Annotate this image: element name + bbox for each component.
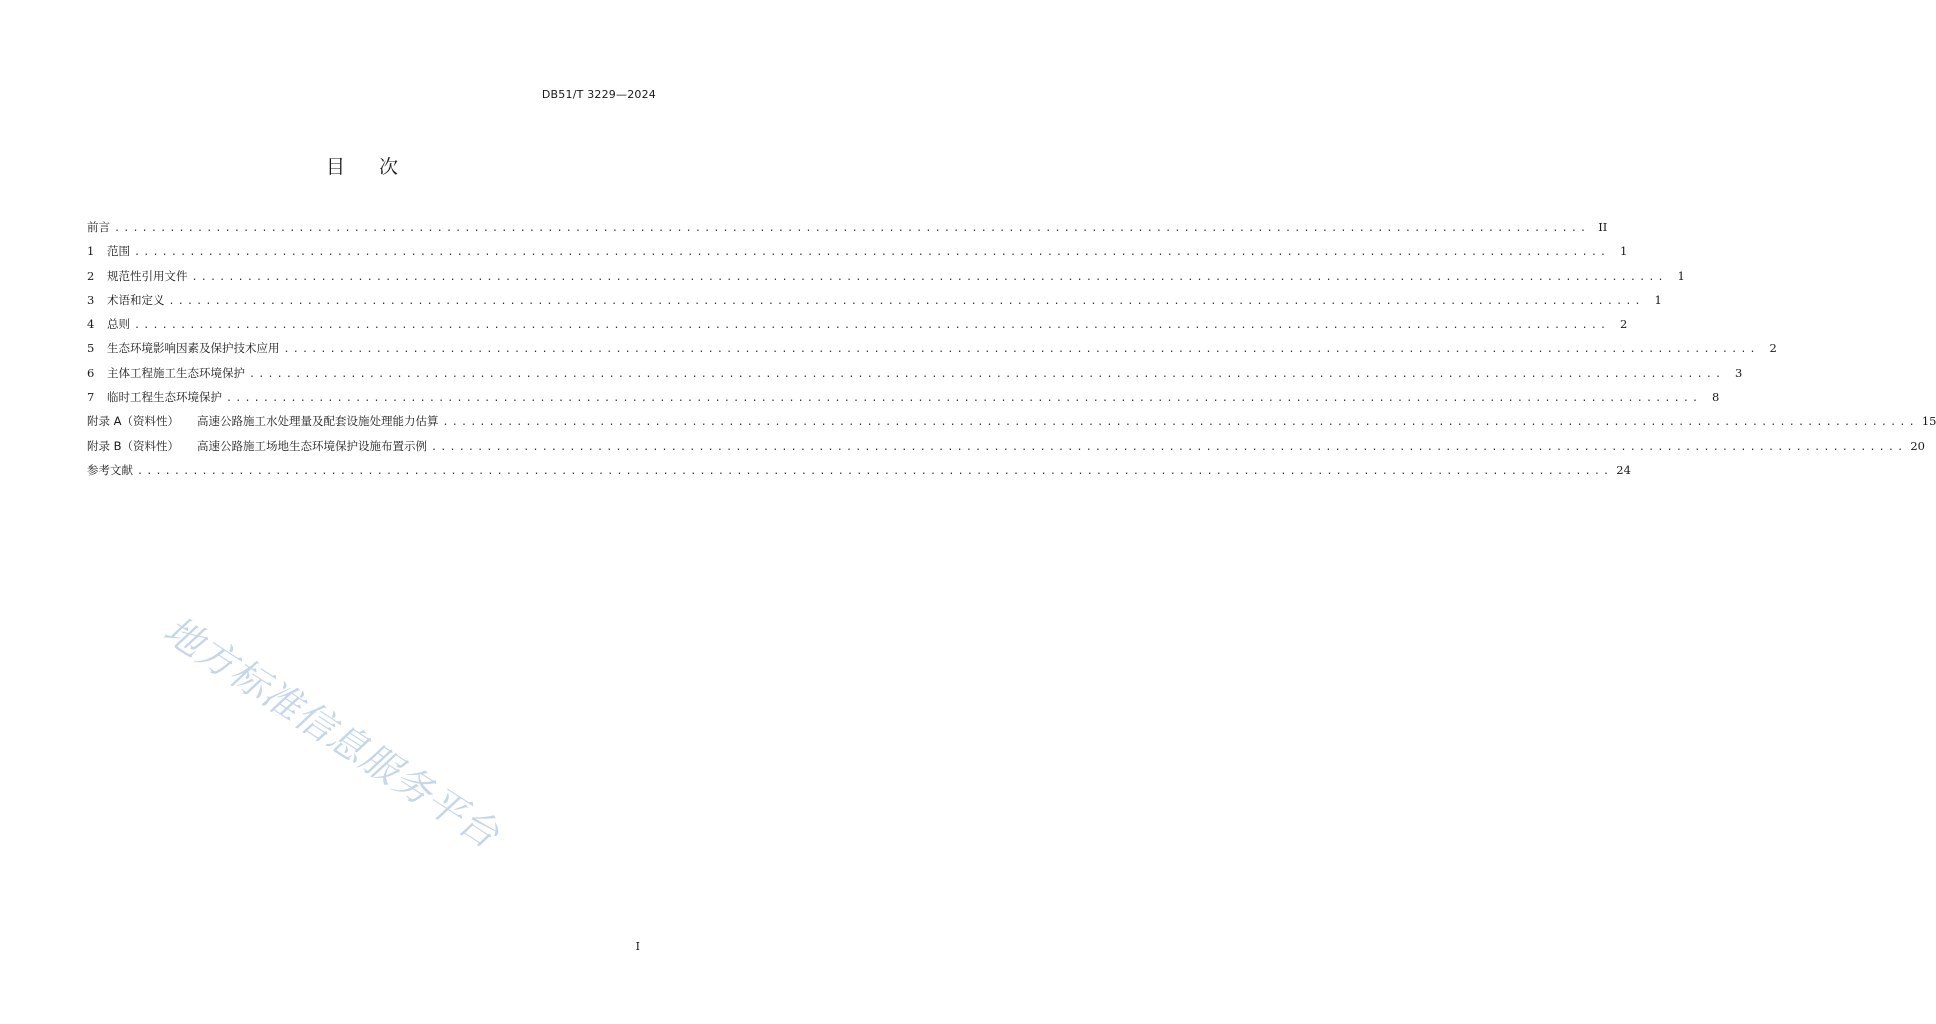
toc-entry-number: 1	[87, 244, 95, 259]
watermark: 地方标准信息服务平台	[156, 607, 508, 857]
toc-entry[interactable]	[87, 388, 1720, 412]
toc-entry-page: II	[1598, 220, 1608, 234]
table-of-contents	[87, 218, 1936, 485]
page-number: I	[635, 940, 640, 953]
toc-entry-number: 6	[87, 365, 95, 380]
toc-entry-number: 2	[87, 268, 95, 283]
toc-entry[interactable]	[87, 461, 1631, 485]
toc-leader-dots: ................................................................................................................................................................	[137, 465, 1613, 477]
toc-entry[interactable]	[87, 267, 1685, 291]
toc-leader-dots: ................................................................................................................................................................	[442, 417, 1918, 429]
toc-entry-page: 8	[1711, 390, 1720, 405]
toc-entry[interactable]	[87, 242, 1628, 266]
toc-entry-label: 参考文献	[87, 462, 133, 477]
toc-entry-label: 范围	[107, 244, 130, 259]
toc-entry-label: 生态环境影响因素及保护技术应用	[107, 341, 280, 356]
toc-entry-page: 1	[1654, 292, 1662, 307]
toc-entry-number: 7	[87, 390, 95, 405]
toc-entry-page: 15	[1921, 414, 1936, 429]
toc-entry-subtitle: 高速公路施工场地生态环境保护设施布置示例	[197, 438, 428, 453]
toc-leader-dots: ................................................................................................................................................................	[249, 368, 1725, 380]
toc-entry-page: 20	[1910, 438, 1925, 453]
toc-entry-label: 主体工程施工生态环境保护	[107, 365, 245, 380]
toc-entry[interactable]	[87, 437, 1925, 461]
page-title: 目次	[325, 156, 432, 178]
toc-entry[interactable]	[87, 339, 1777, 363]
toc-entry[interactable]	[87, 315, 1628, 339]
toc-entry-number: 5	[87, 341, 95, 356]
toc-entry-label: 附录 A（资料性）	[87, 414, 180, 429]
toc-leader-dots: ................................................................................................................................................................	[191, 271, 1667, 283]
toc-entry-page: 1	[1619, 244, 1628, 259]
toc-entry-page: 24	[1616, 462, 1631, 477]
toc-leader-dots: ................................................................................................................................................................	[431, 441, 1907, 453]
toc-entry-label: 规范性引用文件	[107, 268, 188, 283]
toc-entry-page: 2	[1619, 317, 1628, 332]
toc-entry[interactable]	[87, 218, 1608, 242]
toc-entry-label: 附录 B（资料性）	[87, 438, 180, 453]
toc-leader-dots: ................................................................................................................................................................	[283, 344, 1759, 356]
toc-entry[interactable]	[87, 364, 1743, 388]
toc-entry-page: 1	[1677, 268, 1685, 283]
toc-entry-label: 术语和定义	[107, 292, 165, 307]
toc-leader-dots: ................................................................................................................................................................	[226, 393, 1702, 405]
toc-entry-number: 4	[87, 317, 95, 332]
toc-entry-subtitle: 高速公路施工水处理量及配套设施处理能力估算	[197, 414, 439, 429]
document-code: DB51/T 3229—2024	[541, 88, 656, 101]
toc-leader-dots: ................................................................................................................................................................	[114, 223, 1590, 234]
toc-entry-page: 3	[1734, 365, 1743, 380]
toc-entry-label: 总则	[107, 317, 130, 332]
toc-entry-page: 2	[1769, 341, 1777, 356]
toc-entry-label: 临时工程生态环境保护	[107, 390, 222, 405]
toc-entry-number: 3	[87, 292, 95, 307]
toc-entry-label: 前言	[87, 220, 110, 234]
toc-leader-dots: ................................................................................................................................................................	[134, 247, 1610, 259]
toc-leader-dots: ................................................................................................................................................................	[168, 295, 1644, 307]
toc-entry[interactable]	[87, 412, 1936, 436]
toc-leader-dots: ................................................................................................................................................................	[134, 320, 1610, 332]
toc-entry[interactable]	[87, 291, 1662, 315]
